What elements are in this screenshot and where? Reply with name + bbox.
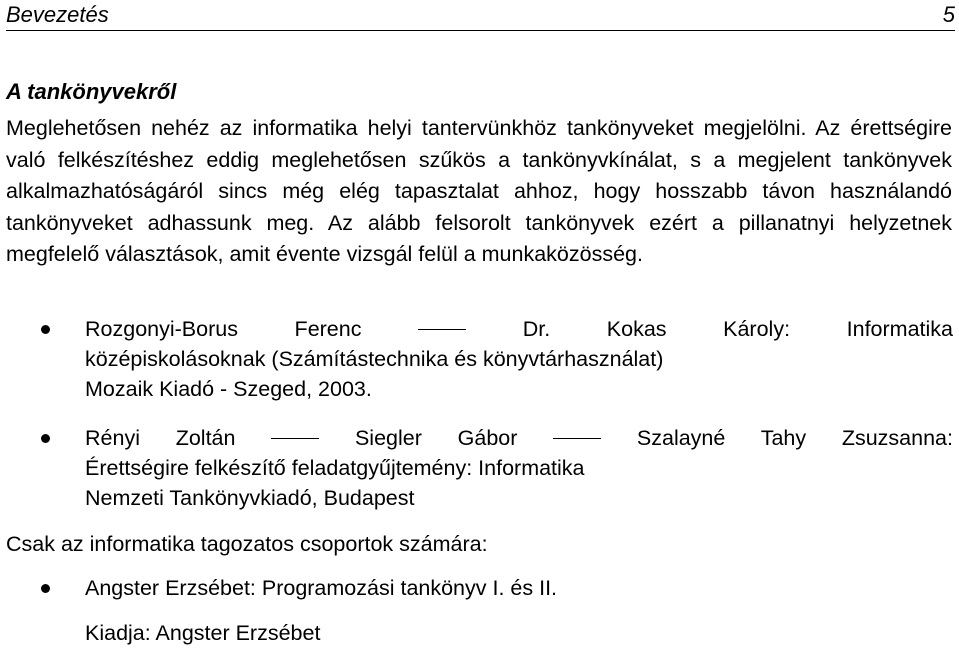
page-number: 5 bbox=[942, 2, 955, 27]
book-2-authors bbox=[85, 423, 953, 453]
book-2-author-a: Rényi Zoltán bbox=[85, 426, 236, 450]
book-1-author-a: Rozgonyi-Borus Ferenc bbox=[85, 317, 362, 341]
bullet-icon bbox=[37, 573, 55, 603]
book-1-title: középiskolásoknak (Számítástechnika és könyvtárhasználat) bbox=[85, 347, 664, 371]
special-book-title: Angster Erzsébet: Programozási tankönyv I. és II. bbox=[85, 576, 558, 600]
dash-separator bbox=[553, 438, 601, 439]
section-title: A tankönyvekről bbox=[6, 79, 177, 104]
book-2-title: Érettségire felkészítő feladatgyűjtemény: Informatika bbox=[85, 456, 585, 480]
special-book-item-1 bbox=[85, 573, 953, 603]
bullet-icon bbox=[37, 423, 55, 453]
page-header bbox=[6, 0, 955, 31]
book-item-1 bbox=[85, 314, 953, 404]
special-heading: Csak az informatika tagozatos csoportok számára: bbox=[6, 532, 488, 556]
book-1-publisher: Mozaik Kiadó - Szeged, 2003. bbox=[85, 377, 372, 401]
book-1-authors bbox=[85, 314, 953, 344]
book-2-author-b: Siegler Gábor bbox=[354, 426, 518, 450]
special-book-publisher-row bbox=[85, 618, 953, 648]
book-2-author-c: Szalayné Tahy Zsuzsanna: bbox=[636, 426, 953, 450]
book-1-author-b: Dr. Kokas Károly: Informatika bbox=[522, 317, 953, 341]
special-book-publisher: Kiadja: Angster Erzsébet bbox=[85, 621, 321, 645]
dash-separator bbox=[418, 329, 466, 330]
header-title: Bevezetés bbox=[6, 2, 109, 27]
bullet-icon bbox=[37, 314, 55, 344]
book-2-publisher: Nemzeti Tankönyvkiadó, Budapest bbox=[85, 486, 415, 510]
intro-paragraph: Meglehetősen nehéz az informatika helyi tantervünkhöz tankönyveket megjelölni. Az érettségire való felkészítéshez eddig meglehetősen szűkös a tankönyvkínálat, s a megjelent tankönyvek alkalmazhatóságáról sincs még elég tapasztalat ahhoz, hogy hosszabb távon használandó tankönyveket adhassunk meg. Az alább felsorolt tankönyvek ezért a pillanatnyi helyzetnek megfelelő választások, amit évente vizsgál felül a munkaközösség. bbox=[6, 116, 952, 267]
book-item-2 bbox=[85, 423, 953, 513]
dash-separator bbox=[271, 438, 319, 439]
